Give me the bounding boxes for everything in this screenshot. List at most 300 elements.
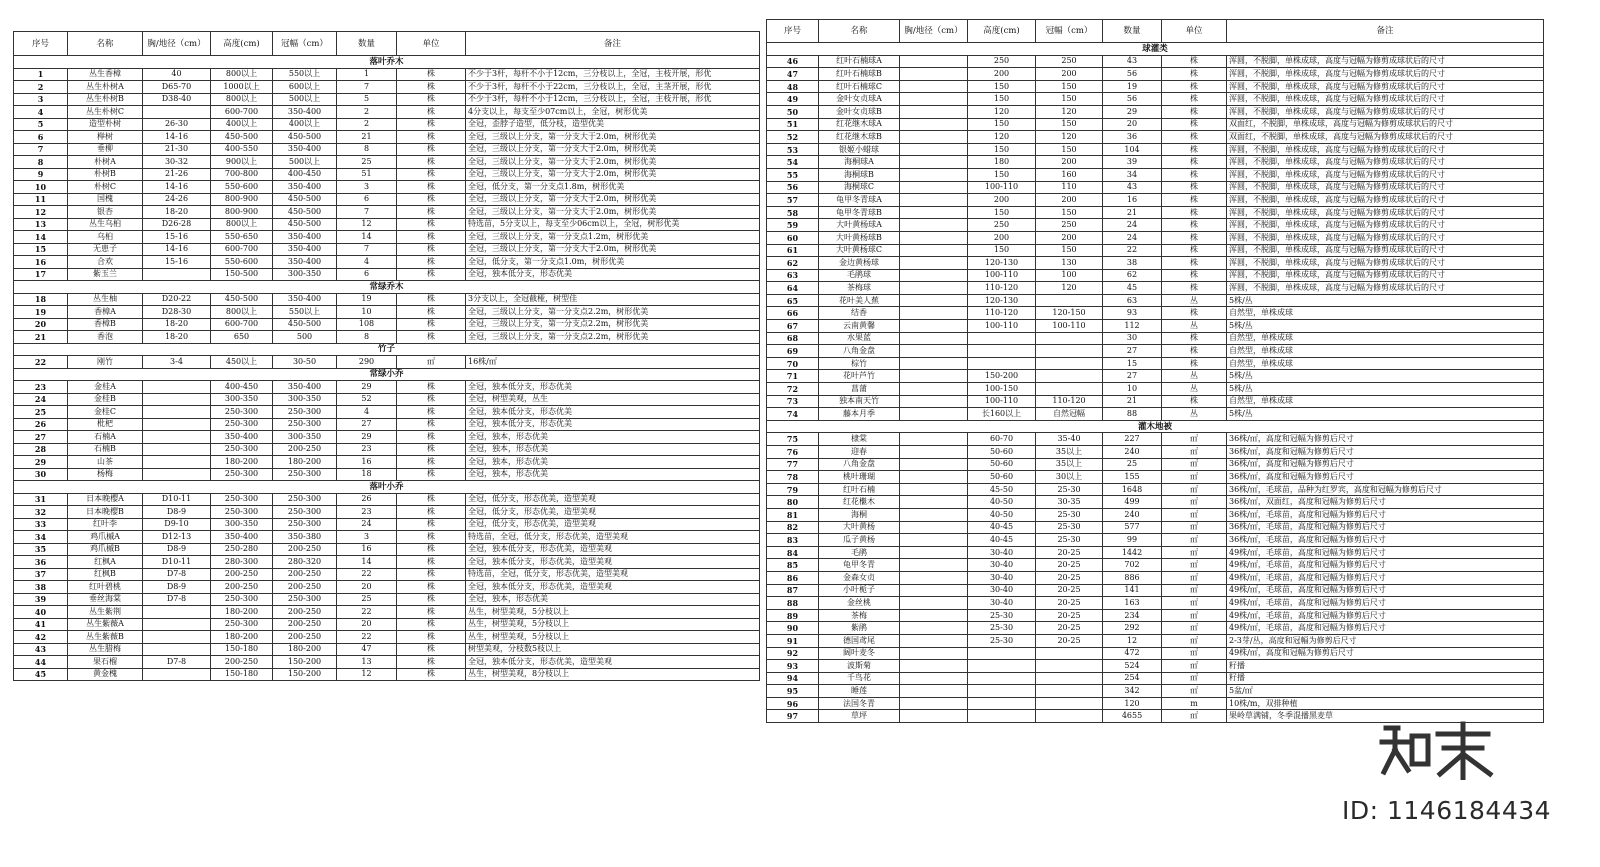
cell-seq: 82 — [767, 521, 819, 534]
cell-seq: 41 — [14, 618, 68, 631]
table-row — [14, 243, 760, 256]
cell-height: 300-350 — [211, 393, 273, 406]
cell-seq: 44 — [14, 656, 68, 669]
cell-dbh: 26-30 — [143, 118, 211, 131]
cell-name: 丛生朴树C — [68, 106, 143, 119]
cell-height: 250-300 — [211, 418, 273, 431]
table-row — [14, 556, 760, 569]
cell-unit: 株 — [1162, 257, 1227, 270]
cell-qty: 29 — [337, 431, 397, 444]
cell-seq: 81 — [767, 508, 819, 521]
cell-unit: ㎡ — [1162, 458, 1227, 471]
cell-qty: 51 — [337, 168, 397, 181]
cell-unit: 株 — [397, 131, 466, 144]
cell-qty: 14 — [337, 231, 397, 244]
table-row — [767, 345, 1544, 358]
cell-unit: ㎡ — [1162, 634, 1227, 647]
table-row — [14, 593, 760, 606]
cell-name: 合欢 — [68, 256, 143, 269]
cell-name: 丛生香樟 — [68, 68, 143, 81]
cell-crown: 150 — [1036, 118, 1103, 131]
cell-crown: 150 — [1036, 206, 1103, 219]
cell-name: 垂柳 — [68, 143, 143, 156]
table-row — [767, 282, 1544, 295]
cell-unit: 株 — [1162, 168, 1227, 181]
cell-dbh: D7-8 — [143, 656, 211, 669]
cell-dbh: 40 — [143, 68, 211, 81]
cell-height: 40-45 — [968, 534, 1036, 547]
cell-name: 大叶黄杨球A — [819, 219, 900, 232]
cell-unit: m — [1162, 697, 1227, 710]
cell-qty: 13 — [337, 656, 397, 669]
cell-crown: 30-35 — [1036, 496, 1103, 509]
cell-note: 全冠，三级以上分支，第一分支点2.2m，树形优美 — [466, 306, 760, 319]
cell-name: 朴树B — [68, 168, 143, 181]
cell-dbh — [900, 105, 968, 118]
cell-dbh — [900, 622, 968, 635]
cell-unit: ㎡ — [1162, 609, 1227, 622]
cell-dbh: 15-16 — [143, 256, 211, 269]
cell-seq: 17 — [14, 268, 68, 281]
cell-dbh — [900, 534, 968, 547]
cell-crown: 150-200 — [273, 656, 337, 669]
cell-note: 36株/㎡，毛球苗，高度和冠幅为修剪后尺寸 — [1227, 508, 1544, 521]
col-header-height: 高度(cm) — [211, 32, 273, 56]
cell-dbh — [900, 206, 968, 219]
cell-note: 浑圆，不脱脚，单株成球，高度与冠幅为修剪成球状后的尺寸 — [1227, 55, 1544, 68]
cell-qty: 27 — [1103, 345, 1162, 358]
cell-qty: 8 — [337, 143, 397, 156]
cell-height: 200-250 — [211, 581, 273, 594]
cell-seq: 84 — [767, 546, 819, 559]
cell-name: 菖蒲 — [819, 383, 900, 396]
cell-height — [968, 647, 1036, 660]
cell-unit: 株 — [397, 606, 466, 619]
cell-dbh — [900, 294, 968, 307]
cell-crown: 500以上 — [273, 93, 337, 106]
table-row — [767, 244, 1544, 257]
cell-dbh — [900, 597, 968, 610]
cell-seq: 74 — [767, 408, 819, 421]
cell-unit: 株 — [1162, 244, 1227, 257]
cell-name: 丛生紫薇A — [68, 618, 143, 631]
cell-note: 自然型，单株成球 — [1227, 395, 1544, 408]
cell-dbh — [143, 643, 211, 656]
cell-dbh — [900, 496, 968, 509]
cell-crown: 30-50 — [273, 356, 337, 369]
cell-qty: 25 — [1103, 458, 1162, 471]
cell-qty: 3 — [337, 531, 397, 544]
cell-qty: 25 — [337, 593, 397, 606]
cell-dbh — [900, 571, 968, 584]
cell-name: 香泡 — [68, 331, 143, 344]
cell-seq: 95 — [767, 685, 819, 698]
cell-crown: 250-300 — [273, 418, 337, 431]
cell-note: 5盆/㎡ — [1227, 685, 1544, 698]
cell-unit: 株 — [1162, 307, 1227, 320]
table-row — [14, 631, 760, 644]
cell-qty: 499 — [1103, 496, 1162, 509]
cell-note: 浑圆，不脱脚，单株成球，高度与冠幅为修剪成球状后的尺寸 — [1227, 181, 1544, 194]
cell-qty: 43 — [1103, 55, 1162, 68]
cell-qty: 99 — [1103, 534, 1162, 547]
cell-name: 海桐球C — [819, 181, 900, 194]
table-row — [767, 93, 1544, 106]
cell-seq: 88 — [767, 597, 819, 610]
cell-height: 60-70 — [968, 433, 1036, 446]
cell-dbh — [900, 697, 968, 710]
cell-dbh — [900, 257, 968, 270]
cell-qty: 234 — [1103, 609, 1162, 622]
cell-unit: 株 — [1162, 269, 1227, 282]
cell-height: 400以上 — [211, 118, 273, 131]
cell-qty: 34 — [1103, 168, 1162, 181]
cell-dbh: D9-10 — [143, 518, 211, 531]
cell-unit: 株 — [397, 418, 466, 431]
cell-note: 49株/㎡，毛球苗，高度和冠幅为修剪后尺寸 — [1227, 609, 1544, 622]
cell-dbh — [143, 418, 211, 431]
cell-unit: 株 — [397, 568, 466, 581]
table-row — [14, 131, 760, 144]
cell-note: 浑圆，不脱脚，单株成球，高度与冠幅为修剪成球状后的尺寸 — [1227, 219, 1544, 232]
cell-note: 36株/㎡，毛球苗，品种为红罗宾，高度和冠幅为修剪后尺寸 — [1227, 483, 1544, 496]
cell-dbh — [900, 269, 968, 282]
cell-height — [968, 332, 1036, 345]
cell-note: 全冠，低分支，第一分支点1.8m，树形优美 — [466, 181, 760, 194]
cell-unit: ㎡ — [1162, 546, 1227, 559]
cell-height: 25-30 — [968, 609, 1036, 622]
cell-note: 全冠，树型美观，丛生 — [466, 393, 760, 406]
cell-qty: 155 — [1103, 471, 1162, 484]
cell-name: 无患子 — [68, 243, 143, 256]
cell-unit: 株 — [1162, 118, 1227, 131]
cell-seq: 85 — [767, 559, 819, 572]
table-row — [767, 647, 1544, 660]
cell-unit: 株 — [397, 193, 466, 206]
section-title: 竹子 — [14, 343, 760, 356]
cell-unit: 株 — [397, 268, 466, 281]
cell-name: 丛生紫荆 — [68, 606, 143, 619]
cell-qty: 5 — [337, 93, 397, 106]
cell-unit: 株 — [397, 581, 466, 594]
cell-name: 鸡爪槭A — [68, 531, 143, 544]
table-row — [14, 231, 760, 244]
cell-height: 120 — [968, 131, 1036, 144]
cell-height: 50-60 — [968, 471, 1036, 484]
cell-seq: 37 — [14, 568, 68, 581]
cell-crown: 350-380 — [273, 531, 337, 544]
cell-note: 49株/㎡，毛球苗，高度和冠幅为修剪后尺寸 — [1227, 571, 1544, 584]
cell-unit: ㎡ — [1162, 471, 1227, 484]
cell-unit: 株 — [397, 231, 466, 244]
cell-qty: 4655 — [1103, 710, 1162, 723]
cell-dbh — [900, 332, 968, 345]
table-row — [14, 618, 760, 631]
cell-unit: 株 — [1162, 206, 1227, 219]
cell-height: 100-110 — [968, 181, 1036, 194]
cell-name: 八角金盘 — [819, 345, 900, 358]
cell-crown: 130 — [1036, 257, 1103, 270]
cell-note: 36株/㎡，双面红，高度和冠幅为修剪后尺寸 — [1227, 496, 1544, 509]
table-row — [14, 643, 760, 656]
table-row — [767, 660, 1544, 673]
cell-dbh: D10-11 — [143, 556, 211, 569]
cell-note: 5株/丛 — [1227, 294, 1544, 307]
cell-seq: 38 — [14, 581, 68, 594]
cell-unit: 株 — [397, 206, 466, 219]
table-row — [767, 446, 1544, 459]
cell-height: 450以上 — [211, 356, 273, 369]
table-row — [767, 609, 1544, 622]
cell-name: 独本南天竹 — [819, 395, 900, 408]
cell-seq: 26 — [14, 418, 68, 431]
cell-height: 200-250 — [211, 568, 273, 581]
cell-note: 36株/㎡，高度和冠幅为修剪后尺寸 — [1227, 446, 1544, 459]
table-row — [767, 80, 1544, 93]
zhimo-logo-watermark — [1378, 720, 1498, 780]
cell-name: 果石榴 — [68, 656, 143, 669]
cell-dbh — [900, 559, 968, 572]
cell-seq: 40 — [14, 606, 68, 619]
cell-qty: 1 — [337, 68, 397, 81]
table-row — [14, 606, 760, 619]
cell-unit: 株 — [397, 156, 466, 169]
cell-crown: 400以上 — [273, 118, 337, 131]
cell-qty: 240 — [1103, 446, 1162, 459]
cell-unit: 株 — [397, 506, 466, 519]
cell-name: 花叶芦竹 — [819, 370, 900, 383]
cell-crown: 550以上 — [273, 68, 337, 81]
cell-name: 银杏 — [68, 206, 143, 219]
cell-seq: 10 — [14, 181, 68, 194]
cell-note: 全冠，三级以上分支，第一分支大于2.0m，树形优美 — [466, 131, 760, 144]
cell-qty: 10 — [337, 306, 397, 319]
cell-note: 浑圆，不脱脚，单株成球，高度与冠幅为修剪成球状后的尺寸 — [1227, 80, 1544, 93]
cell-qty: 23 — [337, 443, 397, 456]
cell-seq: 4 — [14, 106, 68, 119]
cell-unit: 株 — [397, 81, 466, 94]
cell-name: 红花檵木 — [819, 496, 900, 509]
cell-seq: 52 — [767, 131, 819, 144]
cell-name: 丛生朴树A — [68, 81, 143, 94]
cell-seq: 2 — [14, 81, 68, 94]
cell-seq: 48 — [767, 80, 819, 93]
table-row — [14, 668, 760, 681]
cell-crown — [1036, 294, 1103, 307]
cell-unit: 丛 — [1162, 383, 1227, 396]
cell-qty: 1648 — [1103, 483, 1162, 496]
cell-height: 280-300 — [211, 556, 273, 569]
cell-note: 浑圆，不脱脚，单株成球，高度与冠幅为修剪成球状后的尺寸 — [1227, 143, 1544, 156]
cell-height: 180 — [968, 156, 1036, 169]
cell-note: 5株/丛 — [1227, 383, 1544, 396]
cell-qty: 20 — [1103, 118, 1162, 131]
cell-unit: 株 — [397, 181, 466, 194]
cell-note: 浑圆，不脱脚，单株成球，高度与冠幅为修剪成球状后的尺寸 — [1227, 93, 1544, 106]
cell-height: 150-180 — [211, 668, 273, 681]
section-title: 常绿乔木 — [14, 281, 760, 294]
cell-seq: 15 — [14, 243, 68, 256]
cell-height: 800以上 — [211, 218, 273, 231]
cell-seq: 49 — [767, 93, 819, 106]
cell-note: 双面红，不脱脚，单株成球，高度与冠幅为修剪成球状后的尺寸 — [1227, 131, 1544, 144]
cell-seq: 11 — [14, 193, 68, 206]
cell-seq: 28 — [14, 443, 68, 456]
cell-name: 云南黄馨 — [819, 320, 900, 333]
cell-unit: 株 — [1162, 131, 1227, 144]
cell-dbh — [900, 546, 968, 559]
cell-dbh — [143, 631, 211, 644]
cell-height: 150 — [968, 93, 1036, 106]
table-row — [767, 408, 1544, 421]
table-row — [14, 531, 760, 544]
cell-unit: 株 — [397, 593, 466, 606]
cell-qty: 23 — [337, 506, 397, 519]
cell-unit: 株 — [397, 631, 466, 644]
cell-crown: 250-300 — [273, 468, 337, 481]
cell-crown: 350-400 — [273, 256, 337, 269]
cell-name: 红叶石楠 — [819, 483, 900, 496]
cell-seq: 83 — [767, 534, 819, 547]
cell-seq: 55 — [767, 168, 819, 181]
cell-crown: 600以上 — [273, 81, 337, 94]
cell-unit: 株 — [1162, 219, 1227, 232]
cell-dbh: 15-16 — [143, 231, 211, 244]
cell-seq: 5 — [14, 118, 68, 131]
cell-name: 日本晚樱A — [68, 493, 143, 506]
cell-qty: 227 — [1103, 433, 1162, 446]
cell-dbh — [143, 393, 211, 406]
col-header-height: 高度(cm) — [968, 20, 1036, 43]
cell-seq: 42 — [14, 631, 68, 644]
cell-seq: 1 — [14, 68, 68, 81]
table-row — [14, 443, 760, 456]
cell-note: 全冠，三级以上分支，第一分支点2.2m，树形优美 — [466, 318, 760, 331]
table-row — [767, 143, 1544, 156]
cell-note: 全冠，独本，形态优美 — [466, 468, 760, 481]
cell-seq: 58 — [767, 206, 819, 219]
cell-unit: 株 — [397, 456, 466, 469]
section-title: 常绿小乔 — [14, 368, 760, 381]
cell-crown: 150 — [1036, 80, 1103, 93]
cell-unit: 株 — [397, 318, 466, 331]
cell-crown: 250-300 — [273, 518, 337, 531]
cell-seq: 43 — [14, 643, 68, 656]
table-row — [14, 256, 760, 269]
cell-dbh: 21-30 — [143, 143, 211, 156]
cell-qty: 27 — [1103, 370, 1162, 383]
col-header-dbh: 胸/地径（cm） — [900, 20, 968, 43]
table-row — [767, 257, 1544, 270]
cell-seq: 12 — [14, 206, 68, 219]
cell-crown: 35-40 — [1036, 433, 1103, 446]
cell-dbh — [900, 458, 968, 471]
cell-dbh — [900, 93, 968, 106]
cell-height — [968, 660, 1036, 673]
cell-seq: 61 — [767, 244, 819, 257]
cell-height: 800-900 — [211, 193, 273, 206]
cell-seq: 96 — [767, 697, 819, 710]
cell-note: 特选苗，全冠，低分支，形态优美，造型美观 — [466, 568, 760, 581]
cell-unit: ㎡ — [1162, 597, 1227, 610]
cell-crown: 25-30 — [1036, 521, 1103, 534]
table-row — [767, 383, 1544, 396]
cell-unit: 丛 — [1162, 408, 1227, 421]
cell-crown: 450-500 — [273, 131, 337, 144]
cell-height: 350-400 — [211, 431, 273, 444]
cell-crown: 180-200 — [273, 643, 337, 656]
cell-crown: 450-500 — [273, 193, 337, 206]
cell-qty: 342 — [1103, 685, 1162, 698]
cell-unit: ㎡ — [397, 356, 466, 369]
cell-seq: 67 — [767, 320, 819, 333]
table-row — [14, 206, 760, 219]
cell-height: 30-40 — [968, 584, 1036, 597]
table-row — [767, 357, 1544, 370]
cell-dbh — [900, 68, 968, 81]
cell-height: 150-500 — [211, 268, 273, 281]
cell-note: 浑圆，不脱脚，单株成球，高度与冠幅为修剪成球状后的尺寸 — [1227, 244, 1544, 257]
cell-qty: 290 — [337, 356, 397, 369]
cell-seq: 59 — [767, 219, 819, 232]
cell-note: 36株/㎡，毛球苗，高度和冠幅为修剪后尺寸 — [1227, 534, 1544, 547]
cell-qty: 4 — [337, 406, 397, 419]
cell-note: 2-3芽/丛，高度和冠幅为修剪后尺寸 — [1227, 634, 1544, 647]
cell-seq: 47 — [767, 68, 819, 81]
cell-name: 朴树C — [68, 181, 143, 194]
table-row — [767, 118, 1544, 131]
cell-note: 不少于3杆，每杆不小于12cm，三分枝以上，全冠，主枝开展，形优 — [466, 68, 760, 81]
cell-name: 金森女贞 — [819, 571, 900, 584]
cell-name: 丛生柚 — [68, 293, 143, 306]
table-row — [14, 518, 760, 531]
table-row — [767, 496, 1544, 509]
cell-qty: 120 — [1103, 697, 1162, 710]
table-row — [767, 559, 1544, 572]
cell-seq: 91 — [767, 634, 819, 647]
cell-qty: 18 — [337, 468, 397, 481]
cell-unit: 株 — [1162, 156, 1227, 169]
cell-height: 250-300 — [211, 506, 273, 519]
cell-crown: 400-450 — [273, 168, 337, 181]
cell-crown: 20-25 — [1036, 609, 1103, 622]
cell-height: 30-40 — [968, 571, 1036, 584]
cell-dbh: 30-32 — [143, 156, 211, 169]
cell-unit: 株 — [397, 168, 466, 181]
table-row — [767, 571, 1544, 584]
cell-height: 100-110 — [968, 395, 1036, 408]
cell-name: 海桐球B — [819, 168, 900, 181]
cell-height: 200-250 — [211, 656, 273, 669]
cell-crown: 500 — [273, 331, 337, 344]
cell-seq: 51 — [767, 118, 819, 131]
section-header-row — [14, 343, 760, 356]
cell-note: 树型美观，分枝数5枝以上 — [466, 643, 760, 656]
cell-dbh — [900, 282, 968, 295]
cell-height: 800以上 — [211, 93, 273, 106]
cell-height: 400-450 — [211, 381, 273, 394]
col-header-seq: 序号 — [14, 32, 68, 56]
cell-note: 全冠，独本低分支，形态优美 — [466, 418, 760, 431]
cell-qty: 16 — [337, 456, 397, 469]
cell-unit: ㎡ — [1162, 622, 1227, 635]
cell-seq: 65 — [767, 294, 819, 307]
cell-note: 5株/丛 — [1227, 408, 1544, 421]
cell-crown: 35以上 — [1036, 458, 1103, 471]
cell-crown: 300-350 — [273, 268, 337, 281]
cell-dbh — [900, 118, 968, 131]
cell-unit: ㎡ — [1162, 571, 1227, 584]
